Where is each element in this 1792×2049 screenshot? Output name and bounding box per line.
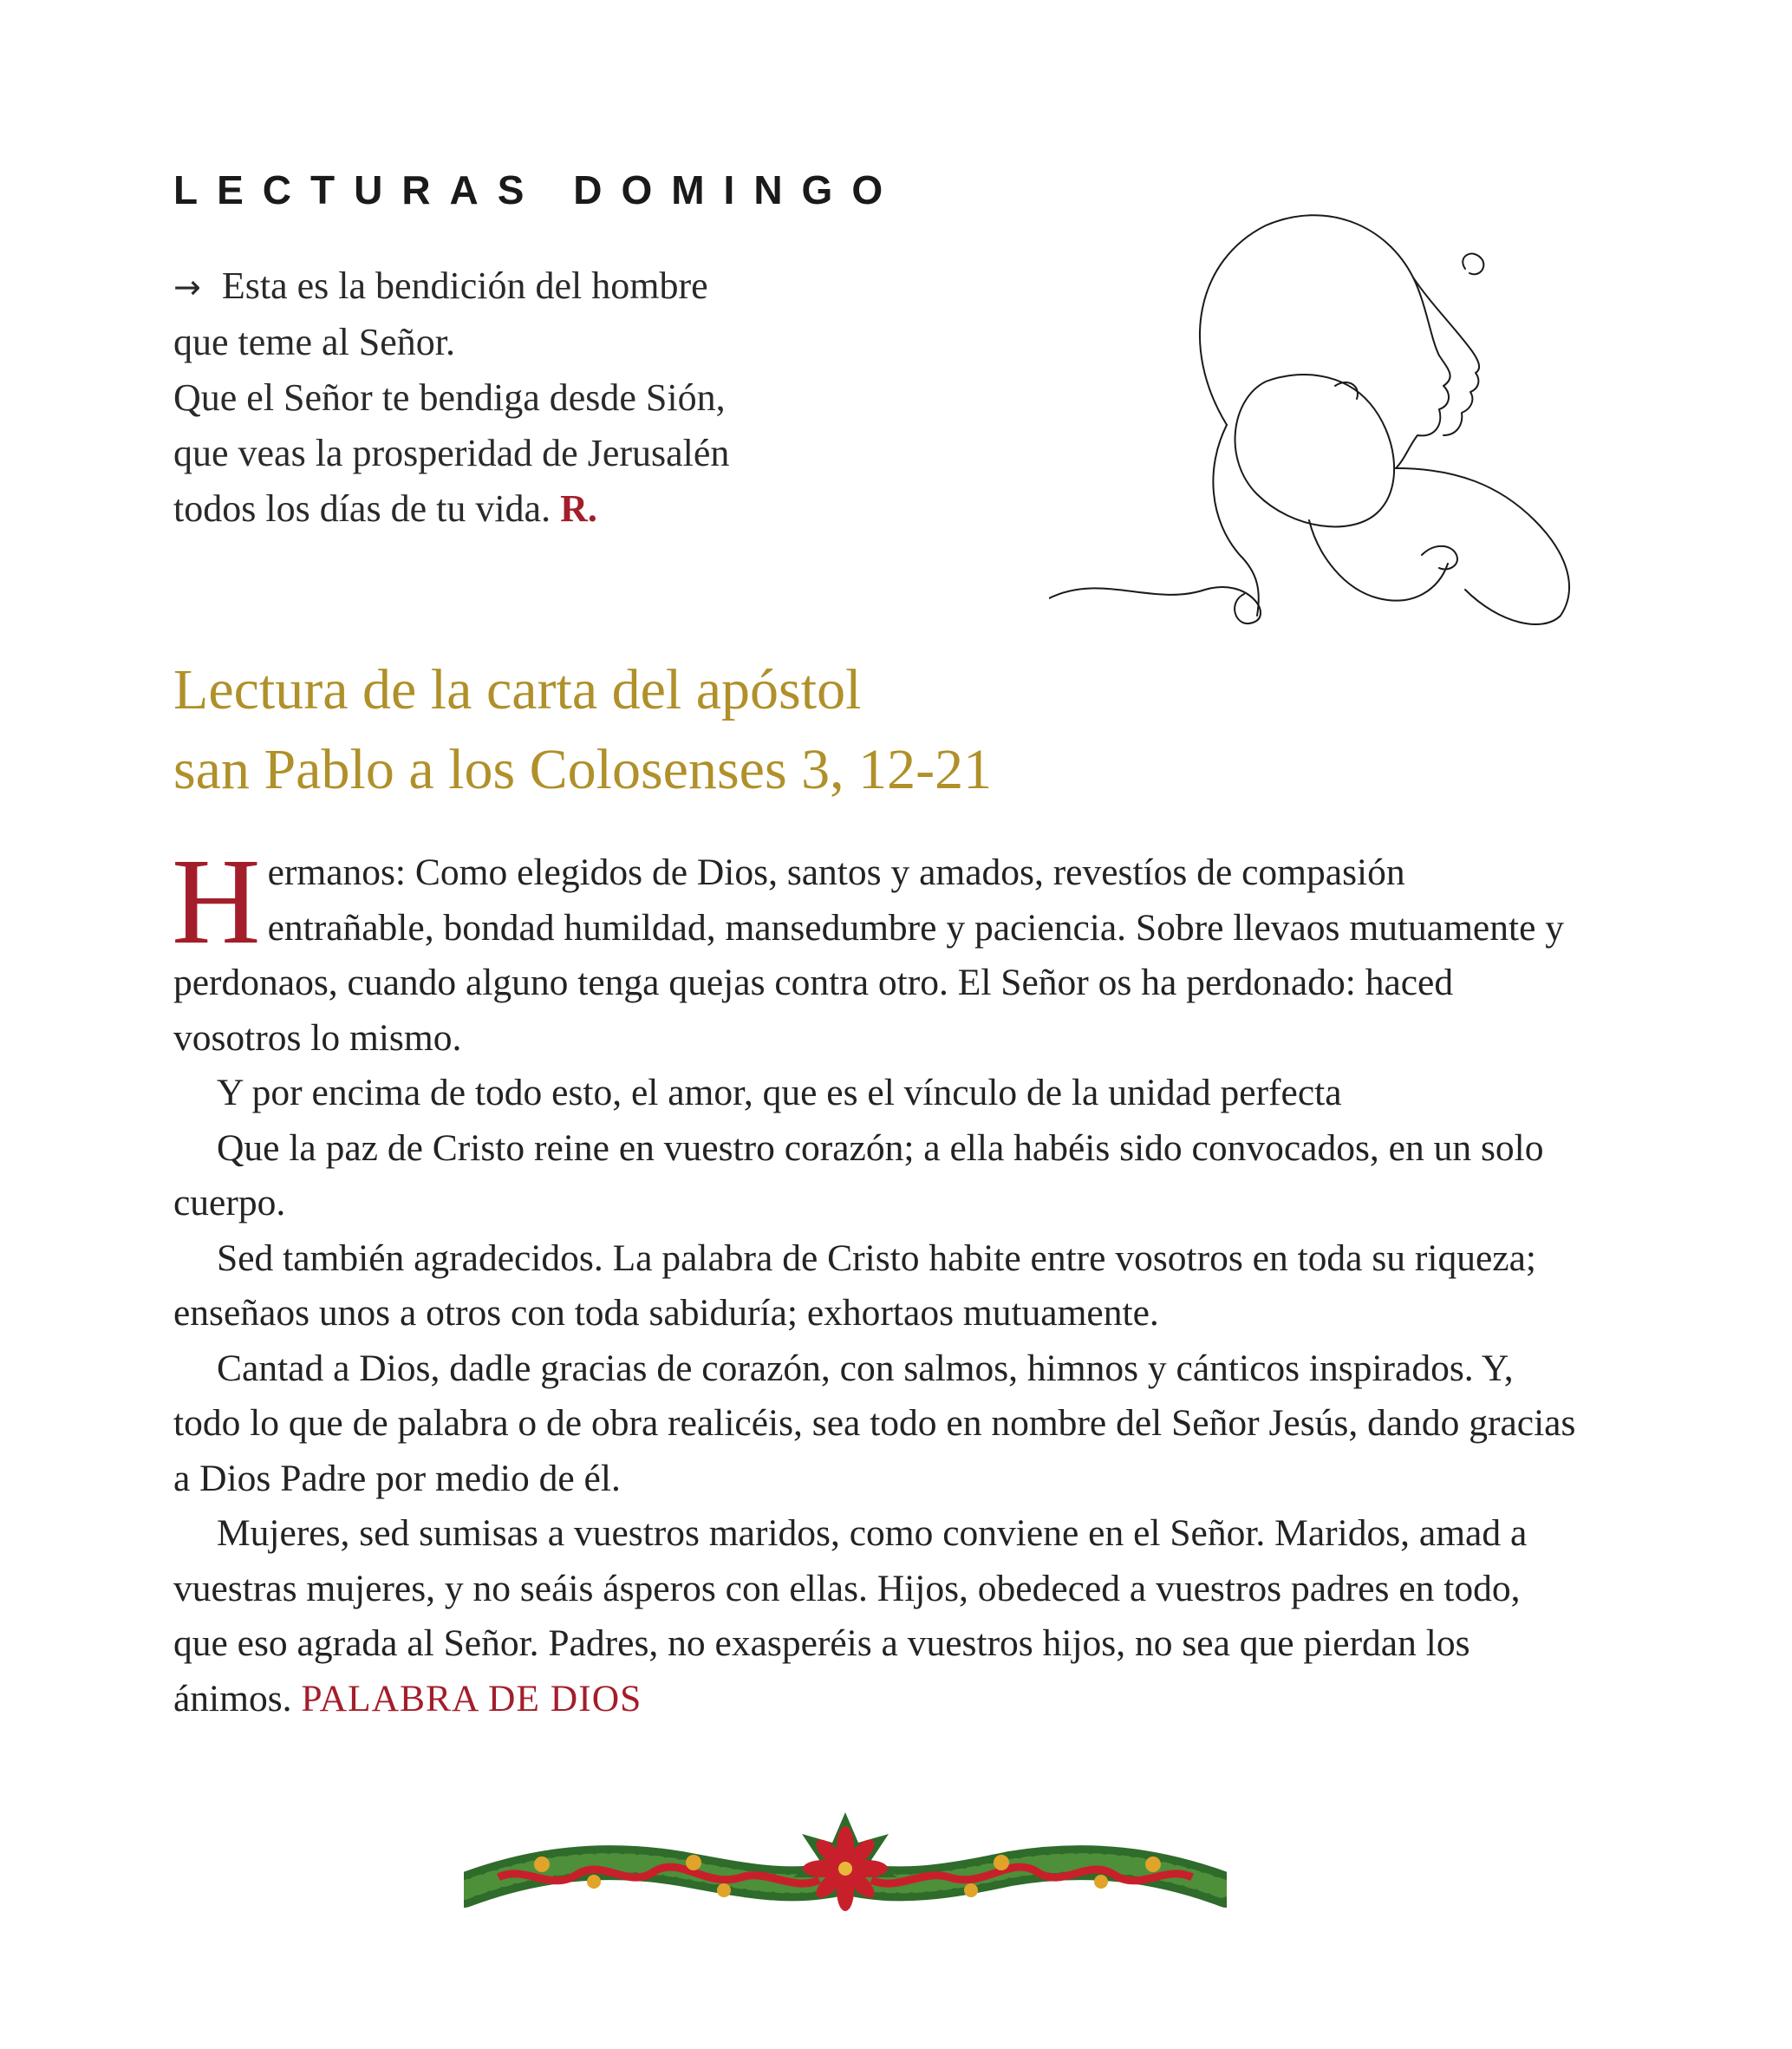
reading-body [172,832,1578,1726]
reading-title-line: san Pablo a los Colosenses 3, 12-21 [173,738,993,801]
reading-title-line: Lectura de la carta del apóstol [173,658,862,721]
reading-paragraph: Mujeres, sed sumisas a vuestros maridos, como conviene en el Señor. Maridos, amad a vuestras mujeres, y no seáis ásperos con ellas. Hijos, obedeced a vuestros padres en todo, que eso agrada al Señor. Padres, no exasperéis a vuestros hijos, no sea que pierdan los ánimos. PALABRA DE DIOS [173,1512,1528,1719]
psalm-line: que teme al Señor. [173,321,456,363]
response-marker: R. [560,487,597,530]
reading-paragraph: Que la paz de Cristo reine en vuestro corazón; a ella habéis sido convocados, en un solo cuerpo. [173,1126,1544,1224]
arrow-icon: → [173,268,201,306]
closing-acclamation: PALABRA DE DIOS [301,1677,642,1719]
psalm-line: → Esta es la bendición del hombre [173,264,708,307]
reading-paragraph: Y por encima de todo esto, el amor, que es el vínculo de la unidad perfecta [217,1072,1342,1113]
psalm-line: que veas la prosperidad de Jerusalén [173,432,730,474]
christmas-garland-icon [464,1795,1227,1925]
drop-cap: H [172,832,261,969]
psalm-response [173,258,884,537]
section-label: LECTURAS DOMINGO [173,167,903,212]
psalm-line: todos los días de tu vida. R. [173,487,597,530]
reading-paragraph: Hermanos: Como elegidos de Dios, santos y amados, revestíos de compasión entrañable, bondad humildad, mansedumbre y paciencia. Sobre llevaos mutuamente y perdonaos, cuando alguno tenga quejas contra otro. El Señor os ha perdonado: haced vosotros lo mismo. [172,832,1565,1059]
reading-title [173,650,992,810]
psalm-line: Que el Señor te bendiga desde Sión, [173,376,726,419]
reading-paragraph: Sed también agradecidos. La palabra de Cristo habite entre vosotros en toda su riqueza; enseñaos unos a otros con toda sabiduría; exhortaos mutuamente. [173,1237,1536,1334]
reading-paragraph: Cantad a Dios, dadle gracias de corazón, con salmos, himnos y cánticos inspirados. Y, todo lo que de palabra o de obra realicéis, sea todo en nombre del Señor Jesús, dando gracias a Dios Padre por medio de él. [173,1347,1576,1499]
mother-child-line-art-icon [1049,208,1639,642]
